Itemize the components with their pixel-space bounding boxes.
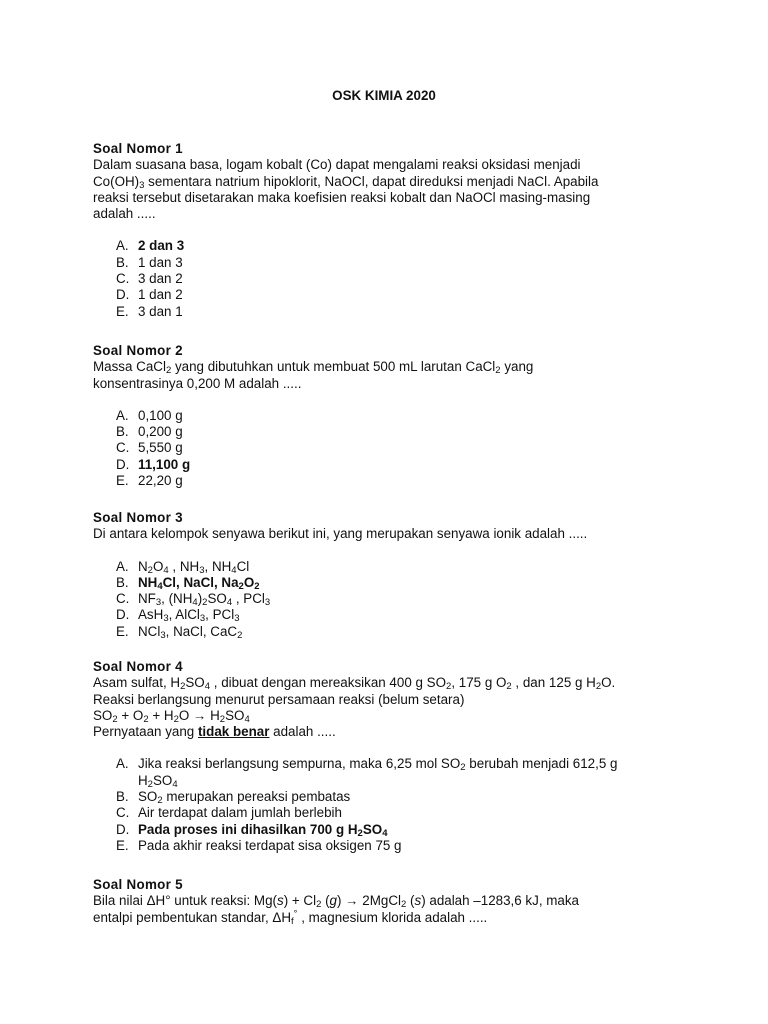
- question-2: [93, 343, 693, 489]
- option-a: A. Jika reaksi berlangsung sempurna, maka 6,25 mol $SO_2$ berubah menjadi 612,5 g $H_2SO_4$: [116, 756, 618, 790]
- reaction-equation: $SO_2 + O_2 + H_2O \to H_2SO_4$: [93, 707, 250, 725]
- option-d: D. AsH$_3$, AlCl$_3$, PCl$_3$: [116, 607, 240, 625]
- question-text: [93, 526, 693, 542]
- option-e: E. NCl$_3$, NaCl, CaC$_2$: [116, 623, 243, 641]
- option-d: D. Pada proses ini dihasilkan 700 g $H_2SO_4$: [116, 821, 388, 839]
- text-line: $Co(OH)_3$ sementara natrium hipoklorit, NaOCl, dapat direduksi menjadi NaCl. Apabila: [93, 173, 599, 191]
- option-b: B. $SO_2$ merupakan pereaksi pembatas: [116, 789, 351, 807]
- document-title: OSK KIMIA 2020: [332, 88, 436, 103]
- question-heading: Soal Nomor 5: [93, 877, 183, 892]
- text-line: Di antara kelompok senyawa berikut ini, yang merupakan senyawa ionik adalah .....: [93, 526, 588, 542]
- option-d: D. 1 dan 2: [116, 287, 183, 303]
- text-line: Dalam suasana basa, logam kobalt (Co) dapat mengalami reaksi oksidasi menjadi: [93, 157, 581, 173]
- option-e: E. 22,20 g: [116, 473, 183, 489]
- text-line: Pernyataan yang tidak benar adalah .....: [93, 724, 336, 740]
- text-line: entalpi pembentukan standar, $\Delta H_f^\circ$ , magnesium klorida adalah .....: [93, 908, 488, 927]
- option-b: B. 0,200 g: [116, 424, 183, 440]
- question-text: [93, 893, 713, 926]
- option-a: A. 0,100 g: [116, 407, 183, 423]
- text-line: adalah .....: [93, 206, 156, 222]
- options-list: [93, 756, 713, 854]
- option-c: C. 3 dan 2: [116, 271, 183, 287]
- options-list: [93, 408, 693, 489]
- text-line: Bila nilai ΔH° untuk reaksi: $Mg(s) + Cl_2$ (g) → 2MgCl$_2$ (s) adalah –1283,6 kJ, maka: [93, 893, 579, 911]
- text-line: Reaksi berlangsung menurut persamaan reaksi (belum setara): [93, 691, 465, 707]
- question-heading: Soal Nomor 2: [93, 343, 183, 358]
- text-line: reaksi tersebut disetarakan maka koefisien reaksi kobalt dan NaOCl masing-masing: [93, 189, 591, 205]
- option-c: C. Air terdapat dalam jumlah berlebih: [116, 805, 342, 821]
- option-c: C. 5,550 g: [116, 440, 183, 456]
- question-text: [93, 359, 693, 392]
- option-d: D. 11,100 g: [116, 456, 191, 472]
- question-4: [93, 659, 713, 854]
- question-heading: Soal Nomor 3: [93, 510, 183, 525]
- option-b: B. $NH_4Cl$, NaCl, $Na_2O_2$: [116, 574, 260, 592]
- question-heading: Soal Nomor 1: [93, 141, 183, 156]
- option-a: A. 2 dan 3: [116, 238, 185, 254]
- text-line: Asam sulfat, $H_2SO_4$ , dibuat dengan mereaksikan 400 g $SO_2$, 175 g $O_2$ , dan 125 g $H_2O$.: [93, 675, 616, 693]
- option-e: E. 3 dan 1: [116, 303, 183, 319]
- option-a: A. $N_2O_4$ , $NH_3$, $NH_4Cl$: [116, 558, 250, 576]
- question-1: [93, 141, 693, 320]
- question-3: [93, 510, 693, 640]
- option-b: B. 1 dan 3: [116, 254, 183, 270]
- question-text: [93, 157, 693, 222]
- question-heading: Soal Nomor 4: [93, 659, 183, 674]
- question-5: [93, 877, 713, 926]
- text-line: Massa CaCl$_2$ yang dibutuhkan untuk membuat 500 mL larutan CaCl$_2$ yang: [93, 359, 534, 377]
- question-text: [93, 675, 713, 740]
- option-e: E. Pada akhir reaksi terdapat sisa oksigen 75 g: [116, 837, 402, 853]
- option-c: C. $NF_3$, $(NH_4)_2SO_4$ , PCl$_3$: [116, 591, 271, 609]
- options-list: [93, 559, 693, 640]
- options-list: [93, 238, 693, 319]
- text-line: konsentrasinya 0,200 M adalah .....: [93, 375, 302, 391]
